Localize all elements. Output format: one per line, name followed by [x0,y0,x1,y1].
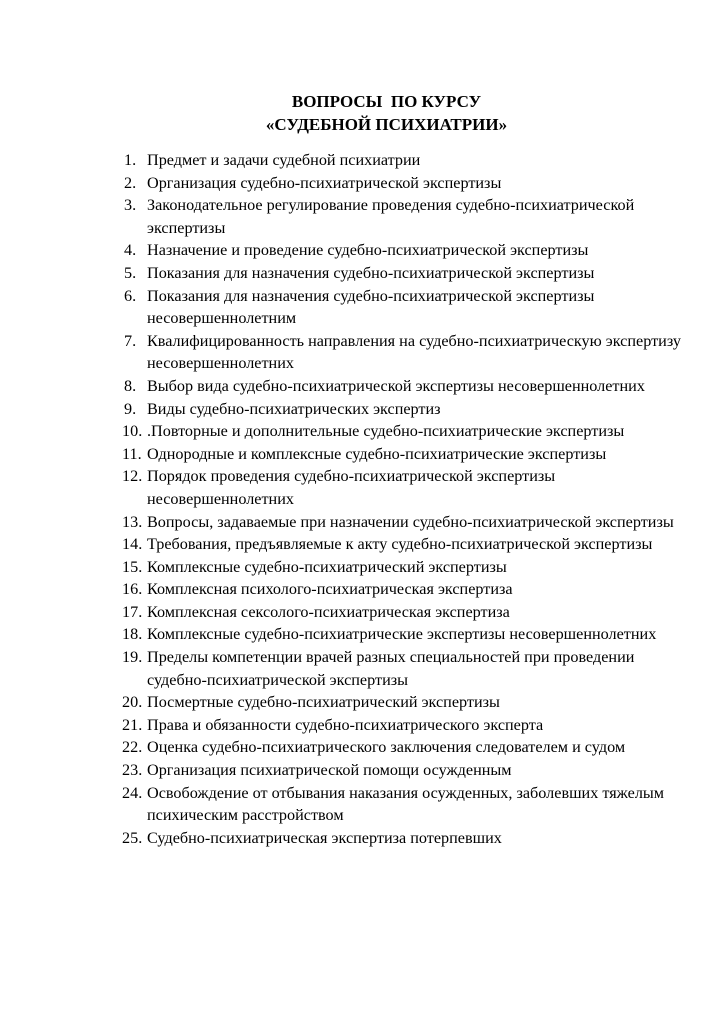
question-number: 22. [122,738,143,757]
document-title-line-2: «СУДЕБНОЙ ПСИХИАТРИИ» [265,115,508,134]
question-number: 21. [122,715,143,734]
question-number: 2. [124,173,137,192]
questions-list [122,149,702,849]
question-number: 19. [122,648,143,667]
question-number: 11. [122,444,142,463]
question-item [122,646,682,691]
question-text: Комплексные судебно-психиатрический экспертизы [147,557,507,576]
question-item [122,330,702,375]
question-text: Оценка судебно-психиатрического заключения следователем и судом [147,738,626,757]
question-text: Комплексные судебно-психиатрические экспертизы несовершеннолетних [147,625,657,644]
question-item [122,194,682,239]
question-item [122,556,682,579]
question-text: Квалифицированность направления на судебно-психиатрическую экспертизу несовершеннолетних [147,331,702,373]
question-item [122,465,682,510]
question-text: .Повторные и дополнительные судебно-психиатрические экспертизы [147,422,625,441]
question-text: Права и обязанности судебно-психиатрического эксперта [147,715,544,734]
question-text: Комплексная сексолого-психиатрическая экспертиза [147,602,510,621]
question-item [122,714,682,737]
question-text: Выбор вида судебно-психиатрической экспертизы несовершеннолетних [147,376,645,395]
question-number: 24. [122,783,143,802]
question-item [122,262,682,285]
question-text: Комплексная психолого-психиатрическая экспертиза [147,580,513,599]
question-item [122,239,682,262]
question-item [122,736,682,759]
question-text: Освобождение от отбывания наказания осужденных, заболевших тяжелым психическим расстройством [147,783,669,825]
question-text: Показания для назначения судебно-психиатрической экспертизы несовершеннолетним [147,286,599,328]
question-number: 8. [124,376,137,395]
question-item [122,149,682,172]
question-text: Пределы компетенции врачей разных специальностей при проведении судебно-психиатрической экспертизы [147,648,639,689]
question-text: Однородные и комплексные судебно-психиатрические экспертизы [147,444,607,463]
question-item [122,578,682,601]
question-number: 1. [124,151,137,169]
question-number: 25. [122,828,143,847]
question-text: Показания для назначения судебно-психиатрической экспертизы [147,263,595,282]
question-item [122,691,682,714]
question-number: 20. [122,693,143,712]
question-item [122,398,682,421]
question-number: 18. [122,625,143,644]
question-item [122,443,682,466]
question-item [122,420,682,443]
question-item [122,533,682,556]
question-item [122,172,682,195]
question-item [122,375,682,398]
question-text: Организация судебно-психиатрической экспертизы [147,173,502,192]
question-item [122,623,682,646]
question-text: Порядок проведения судебно-психиатрической экспертизы несовершеннолетних [147,467,560,508]
question-number: 12. [122,467,143,486]
question-text: Виды судебно-психиатрических экспертиз [147,399,441,418]
question-number: 10. [122,422,143,441]
question-item [122,759,682,782]
question-number: 13. [122,512,143,531]
question-number: 4. [124,241,137,260]
question-number: 15. [122,557,143,576]
question-number: 7. [124,331,137,350]
question-number: 23. [122,761,143,780]
question-number: 6. [124,286,137,305]
question-text: Назначение и проведение судебно-психиатрической экспертизы [147,241,589,260]
document-title-line-1: ВОПРОСЫ ПО КУРСУ [291,92,482,111]
question-text: Посмертные судебно-психиатрический экспертизы [147,693,500,712]
question-number: 17. [122,602,143,621]
question-item [122,511,682,534]
question-text: Законодательное регулирование проведения судебно-психиатрической экспертизы [147,196,639,237]
question-item [122,601,682,624]
question-number: 5. [124,263,137,282]
question-number: 14. [122,535,143,554]
question-number: 9. [124,399,137,418]
question-text: Предмет и задачи судебной психиатрии [147,151,421,169]
question-number: 3. [124,196,137,215]
question-text: Требования, предъявляемые к акту судебно-психиатрической экспертизы [147,535,653,554]
question-item [122,782,682,827]
question-number: 16. [122,580,143,599]
question-item [122,827,682,850]
question-item [122,285,682,330]
question-text: Вопросы, задаваемые при назначении судебно-психиатрической экспертизы [147,512,674,531]
question-text: Судебно-психиатрическая экспертиза потерпевших [147,828,502,847]
question-text: Организация психиатрической помощи осужденным [147,761,512,780]
